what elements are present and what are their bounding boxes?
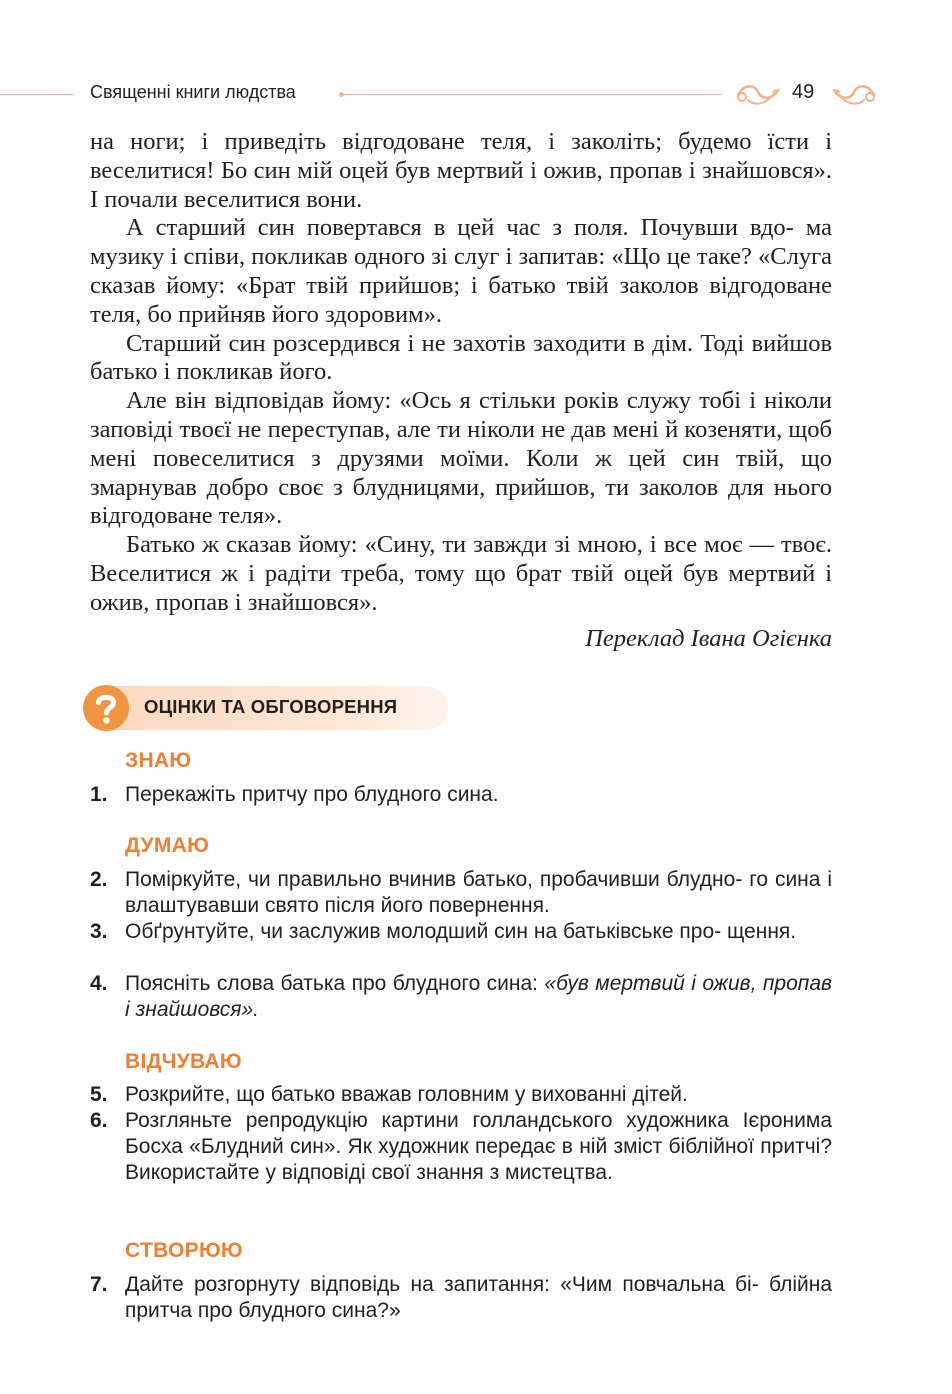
story-paragraph — [90, 128, 832, 214]
story-paragraph — [90, 330, 832, 388]
story-text — [90, 128, 832, 618]
question-number: 2. — [90, 868, 108, 891]
text-line: Коли ж цей син твій, що змарнував добро своє з блудницями, — [90, 444, 832, 501]
subheading-feel: ВІДЧУВАЮ — [125, 1050, 242, 1073]
story-paragraph — [90, 214, 832, 329]
subheading-create: СТВОРЮЮ — [125, 1239, 243, 1262]
text-line: і веселитися! Бо син мій оцей був мертвий і ожив, пропав і — [90, 128, 832, 184]
section-banner — [82, 686, 448, 730]
question-number: 5. — [90, 1083, 108, 1106]
question-item — [90, 867, 832, 919]
section-title: Священні книги людства — [90, 82, 296, 102]
page-number: 49 — [792, 81, 815, 103]
question-text: Поясніть слова батька про блудного сина: «був мертвий і ожив, пропав і знайшовся». — [125, 972, 832, 1021]
text-line: мені й козеняти, щоб мені повеселитися з друзями моїми. — [90, 415, 832, 472]
translation-credit: Переклад Івана Огієнка — [585, 625, 832, 652]
text-line: вийшов батько і покликав його. — [90, 329, 833, 386]
text-line: ма музику і співи, покликав одного зі слуг і запитав: «Що — [90, 214, 833, 271]
text-line: Батько ж сказав йому: «Сину, ти завжди зі мною, і все — [126, 531, 698, 559]
text-line: Але він відповідав йому: «Ось я стільки років служу тобі — [126, 387, 742, 415]
quoted-phrase: «був мертвий і ожив, пропав і знайшовся». — [125, 972, 832, 1021]
running-header — [0, 78, 952, 112]
text-line: А старший син повертався в цей час з поля. Почувши вдо- — [126, 214, 794, 242]
story-paragraph — [90, 531, 832, 617]
question-text: Дайте розгорнуту відповідь на запитання: «Чим повчальна бі- блійна притча про блудного сина?» — [125, 1273, 832, 1322]
question-number: 6. — [90, 1109, 108, 1132]
scroll-ornament-icon — [830, 80, 878, 108]
text-line: прийшов, ти заколов для нього відгодоване теля». — [90, 473, 833, 530]
question-text: Обґрунтуйте, чи заслужив молодший син на батьківське про- щення. — [125, 920, 797, 943]
question-text: Поміркуйте, чи правильно вчинив батько, пробачивши блудно- го сина і влаштувавши свято після його повернення. — [125, 868, 833, 917]
text-line: знайшовся». І почали веселитися вони. — [90, 156, 833, 213]
text-line: твій заколов відгодоване теля, бо прийняв його здоровим». — [90, 271, 833, 328]
question-number: 4. — [90, 972, 108, 995]
text-line: це таке? «Слуга сказав йому: «Брат твій прийшов; і батько — [90, 243, 832, 299]
question-item — [90, 1272, 832, 1324]
question-number: 3. — [90, 920, 108, 943]
question-item — [90, 1108, 832, 1186]
question-item — [90, 782, 832, 808]
text-line: моє — твоє. Веселитися ж і радіти треба, тому що брат твій — [90, 531, 832, 587]
question-mark-icon — [82, 684, 130, 732]
question-item — [90, 971, 832, 1023]
question-item — [90, 1082, 832, 1108]
subheading-think: ДУМАЮ — [125, 834, 210, 857]
text-line: на ноги; і приведіть відгодоване теля, і заколіть; будемо їсти — [90, 128, 810, 155]
section-title-heading: ОЦІНКИ ТА ОБГОВОРЕННЯ — [144, 696, 398, 717]
question-number: 7. — [90, 1273, 108, 1296]
text-line: оцей був мертвий і ожив, пропав і знайшовся». — [90, 559, 833, 616]
text-line: Старший син розсердився і не захотів заходити в дім. Тоді — [126, 329, 745, 357]
header-rule-left — [0, 94, 74, 95]
subheading-know: ЗНАЮ — [125, 749, 192, 772]
question-text: Перекажіть притчу про блудного сина. — [125, 783, 499, 806]
question-item — [90, 919, 832, 945]
text-line: і ніколи заповіді твоєї не переступав, але ти ніколи не дав — [90, 387, 832, 443]
question-text: Розкрийте, що батько вважав головним у вихованні дітей. — [125, 1083, 688, 1106]
story-paragraph — [90, 387, 832, 531]
header-rule-middle — [342, 94, 722, 95]
scroll-ornament-icon — [734, 80, 782, 108]
question-number: 1. — [90, 783, 108, 806]
question-text: Розгляньте репродукцію картини голландського художника Ієронима Босха «Блудний син». Як художник передає в ній зміст біблійної притчі? Використайте у відповіді свої знання з мистецтва. — [125, 1109, 832, 1184]
